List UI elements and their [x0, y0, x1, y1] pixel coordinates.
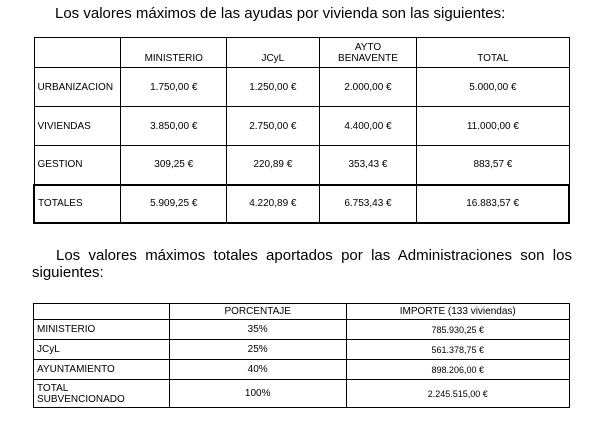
intro-paragraph-ayudas: Los valores máximos de las ayudas por vivienda son las siguientes: — [55, 5, 506, 22]
cell-importe: 561.378,75 € — [346, 340, 569, 360]
cell-ayto: 2.000,00 € — [319, 68, 417, 107]
header-porcentaje: PORCENTAJE — [169, 304, 346, 320]
row-label: JCyL — [34, 340, 170, 360]
aportaciones-table — [33, 303, 570, 408]
cell-porcentaje: 25% — [169, 340, 346, 360]
table-header-row — [34, 38, 569, 68]
cell-ayto: 6.753,43 € — [319, 185, 417, 223]
cell-jcyl: 2.750,00 € — [227, 107, 320, 146]
cell-porcentaje: 40% — [169, 360, 346, 380]
cut-off-footer-text — [262, 430, 332, 434]
header-ayto-line1: AYTO — [354, 42, 382, 53]
ayudas-por-vivienda-table — [33, 37, 570, 224]
table-row-urbanizacion — [34, 68, 569, 107]
row-label: AYUNTAMIENTO — [34, 360, 170, 380]
intro-paragraph-administraciones — [32, 247, 572, 281]
row-label: VIVIENDAS — [34, 107, 121, 146]
table-row-viviendas — [34, 107, 569, 146]
header-empty-cell — [34, 38, 121, 68]
cell-ayto: 353,43 € — [319, 146, 417, 185]
paragraph-line-1: Los valores máximos totales aportados por las Administraciones son los — [56, 247, 572, 264]
cell-jcyl: 1.250,00 € — [227, 68, 320, 107]
header-ministerio: MINISTERIO — [121, 38, 227, 68]
cell-importe: 785.930,25 € — [346, 320, 569, 340]
row-label: MINISTERIO — [34, 320, 170, 340]
table-header-row — [34, 304, 570, 320]
header-total: TOTAL — [417, 38, 569, 68]
cell-porcentaje: 35% — [169, 320, 346, 340]
header-jcyl: JCyL — [227, 38, 320, 68]
header-empty-cell — [34, 304, 170, 320]
cell-importe: 898.206,00 € — [346, 360, 569, 380]
table-row-ayuntamiento — [34, 360, 570, 380]
cell-ministerio: 3.850,00 € — [121, 107, 227, 146]
cell-jcyl: 4.220,89 € — [227, 185, 320, 223]
cell-total: 5.000,00 € — [417, 68, 569, 107]
cell-ministerio: 5.909,25 € — [121, 185, 227, 223]
row-label: GESTION — [34, 146, 121, 185]
table-row-ministerio — [34, 320, 570, 340]
table-row-jcyl — [34, 340, 570, 360]
row-label: TOTALES — [34, 185, 121, 223]
header-ayto-line2: BENAVENTE — [338, 53, 398, 64]
table-row-totales — [34, 185, 569, 223]
cell-jcyl: 220,89 € — [227, 146, 320, 185]
cell-total: 16.883,57 € — [417, 185, 569, 223]
cell-porcentaje: 100% — [169, 380, 346, 408]
row-label-line2: SUBVENCIONADO — [37, 393, 125, 405]
row-label-line1: TOTAL — [37, 382, 69, 394]
table-row-total-subvencionado — [34, 380, 570, 408]
cell-ministerio: 1.750,00 € — [121, 68, 227, 107]
cell-ayto: 4.400,00 € — [319, 107, 417, 146]
header-importe: IMPORTE (133 viviendas) — [346, 304, 569, 320]
cell-importe: 2.245.515,00 € — [346, 380, 569, 408]
row-label — [34, 380, 170, 408]
cell-ministerio: 309,25 € — [121, 146, 227, 185]
row-label: URBANIZACION — [34, 68, 121, 107]
paragraph-line-2: siguientes: — [32, 264, 104, 281]
cell-total: 883,57 € — [417, 146, 569, 185]
cell-total: 11.000,00 € — [417, 107, 569, 146]
table-row-gestion — [34, 146, 569, 185]
header-ayto-benavente — [319, 38, 417, 68]
header-ayto-text — [338, 42, 398, 64]
